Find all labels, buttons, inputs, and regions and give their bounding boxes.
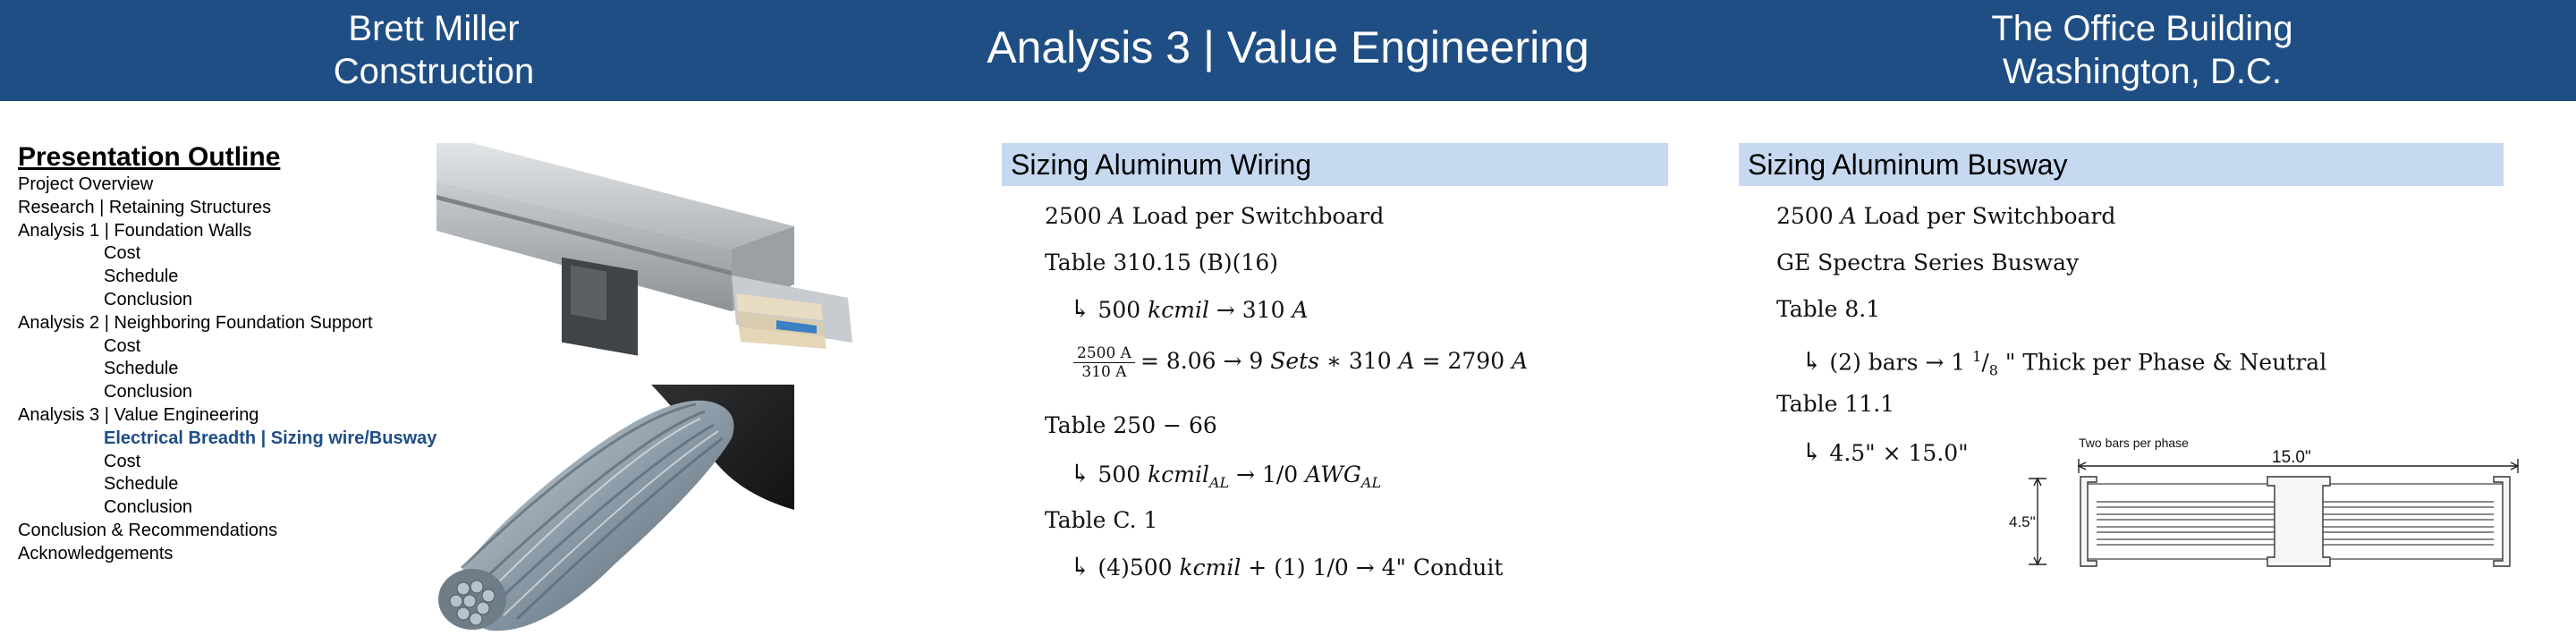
- wiring-load-line: [1045, 202, 1384, 231]
- outline-list: [18, 174, 501, 566]
- company-name-line1: Brett Miller: [348, 9, 520, 48]
- outline-item: Schedule: [104, 474, 179, 495]
- arrow-hook-icon: ↳: [1801, 346, 1823, 377]
- busway-product-line: GE Spectra Series Busway: [1776, 250, 2080, 275]
- amp-unit: A: [1292, 297, 1309, 323]
- ground-size-value: 500: [1090, 462, 1148, 487]
- conduit-conductors: (4)500: [1090, 555, 1180, 580]
- outline-title: Presentation Outline: [18, 142, 281, 172]
- arrow-hook-icon: ↳: [1070, 459, 1091, 488]
- outline-item: Cost: [104, 335, 141, 356]
- wiring-ampacity-value: → 310: [1208, 297, 1292, 323]
- busway-size-value: 4.5" × 15.0": [1822, 440, 1969, 466]
- busway-load-line: [1776, 202, 2115, 231]
- outline-item: Analysis 2 | Neighboring Foundation Support: [18, 312, 373, 333]
- busway-bars-value: (2) bars → 1: [1822, 349, 1973, 376]
- diagram-width-label: 15.0": [2272, 448, 2311, 467]
- busway-load-unit: A: [1840, 203, 1857, 229]
- busway-bars-text: " Thick per Phase & Neutral: [1997, 349, 2327, 376]
- al-subscript: AL: [1360, 474, 1382, 491]
- title-bar: [0, 0, 2576, 101]
- busway-load-value: 2500: [1776, 203, 1841, 229]
- busway-table-8-1: Table 8.1: [1776, 296, 1881, 322]
- arrow-hook-icon: ↳: [1801, 437, 1823, 467]
- outline-item-current: Electrical Breadth | Sizing wire/Busway: [104, 428, 437, 448]
- outline-item: Conclusion: [104, 382, 192, 402]
- wiring-load-unit: A: [1108, 203, 1125, 229]
- fraction-numerator: 2500 A: [1073, 344, 1135, 363]
- sets-unit: Sets: [1270, 348, 1320, 374]
- wiring-sets-equation: [1073, 344, 1528, 381]
- wiring-ground-line: [1070, 460, 1381, 497]
- busway-section-header: Sizing Aluminum Busway: [1739, 143, 2504, 186]
- outline-item: Cost: [104, 243, 141, 264]
- outline-item: Cost: [104, 451, 141, 471]
- busway-photo: [436, 141, 857, 363]
- outline-item: Research | Retaining Structures: [18, 197, 272, 217]
- outline-item: Acknowledgements: [18, 543, 174, 564]
- wiring-load-text: Load per Switchboard: [1124, 203, 1385, 229]
- busway-bars-line: [1801, 343, 2326, 385]
- kcmil-unit: kcmil: [1148, 462, 1209, 487]
- conduit-result: + (1) 1/0 → 4" Conduit: [1241, 555, 1504, 580]
- total-ampacity: = 2790: [1414, 348, 1513, 374]
- kcmil-unit: kcmil: [1148, 297, 1209, 323]
- awg-unit: AWG: [1305, 462, 1361, 487]
- kcmil-unit: kcmil: [1179, 555, 1241, 580]
- company-name: [233, 7, 635, 93]
- arrow-hook-icon: ↳: [1070, 294, 1091, 324]
- wiring-load-value: 2500: [1045, 203, 1109, 229]
- sets-ampacity: ∗ 310: [1319, 348, 1399, 374]
- wiring-section-header: Sizing Aluminum Wiring: [1002, 143, 1668, 186]
- outline-item: Conclusion & Recommendations: [18, 520, 278, 540]
- dimension-lines: [2029, 459, 2518, 564]
- busway-table-11-1: Table 11.1: [1776, 391, 1895, 417]
- project-name-line1: The Office Building: [1991, 9, 2293, 48]
- wiring-table-250: Table 250 − 66: [1045, 412, 1217, 438]
- wiring-conductor-line: [1070, 295, 1309, 325]
- aluminum-cable-photo: [436, 385, 794, 635]
- al-subscript: AL: [1208, 474, 1230, 491]
- busway-size-line: [1801, 438, 1969, 468]
- busway-housing: [2080, 477, 2510, 566]
- outline-item: Conclusion: [104, 289, 192, 309]
- company-name-line2: Construction: [333, 52, 535, 91]
- sets-result: = 8.06 → 9: [1140, 348, 1271, 374]
- project-location-line2: Washington, D.C.: [2003, 52, 2282, 91]
- amp-unit: A: [1512, 348, 1529, 374]
- outline-item: Project Overview: [18, 174, 154, 194]
- amp-unit: A: [1398, 348, 1415, 374]
- fraction-sub: 8: [1988, 361, 1998, 379]
- project-name: [1941, 7, 2343, 93]
- wiring-table-c1: Table C. 1: [1045, 507, 1158, 533]
- outline-item: Schedule: [104, 267, 179, 287]
- fraction-slash: /: [1981, 349, 1989, 376]
- busway-cross-section-diagram: [2004, 432, 2522, 620]
- diagram-bars-label: Two bars per phase: [2079, 436, 2189, 450]
- slide-title: Analysis 3 | Value Engineering: [987, 22, 1589, 72]
- fraction-sup: 1: [1972, 348, 1982, 365]
- outline-item: Schedule: [104, 359, 179, 379]
- busway-load-text: Load per Switchboard: [1856, 203, 2116, 229]
- ground-result: → 1/0: [1229, 462, 1306, 487]
- outline-item: Conclusion: [104, 497, 192, 518]
- diagram-height-label: 4.5": [2009, 513, 2036, 530]
- sets-fraction: [1073, 344, 1135, 381]
- wiring-table-310: Table 310.15 (B)(16): [1045, 250, 1278, 275]
- fraction-denominator: 310 A: [1081, 363, 1127, 381]
- outline-item: Analysis 3 | Value Engineering: [18, 404, 259, 425]
- arrow-hook-icon: ↳: [1070, 552, 1091, 581]
- presentation-outline: [18, 141, 501, 566]
- wiring-conduit-line: [1070, 553, 1503, 582]
- wiring-size-value: 500: [1090, 297, 1148, 323]
- outline-item: Analysis 1 | Foundation Walls: [18, 220, 252, 241]
